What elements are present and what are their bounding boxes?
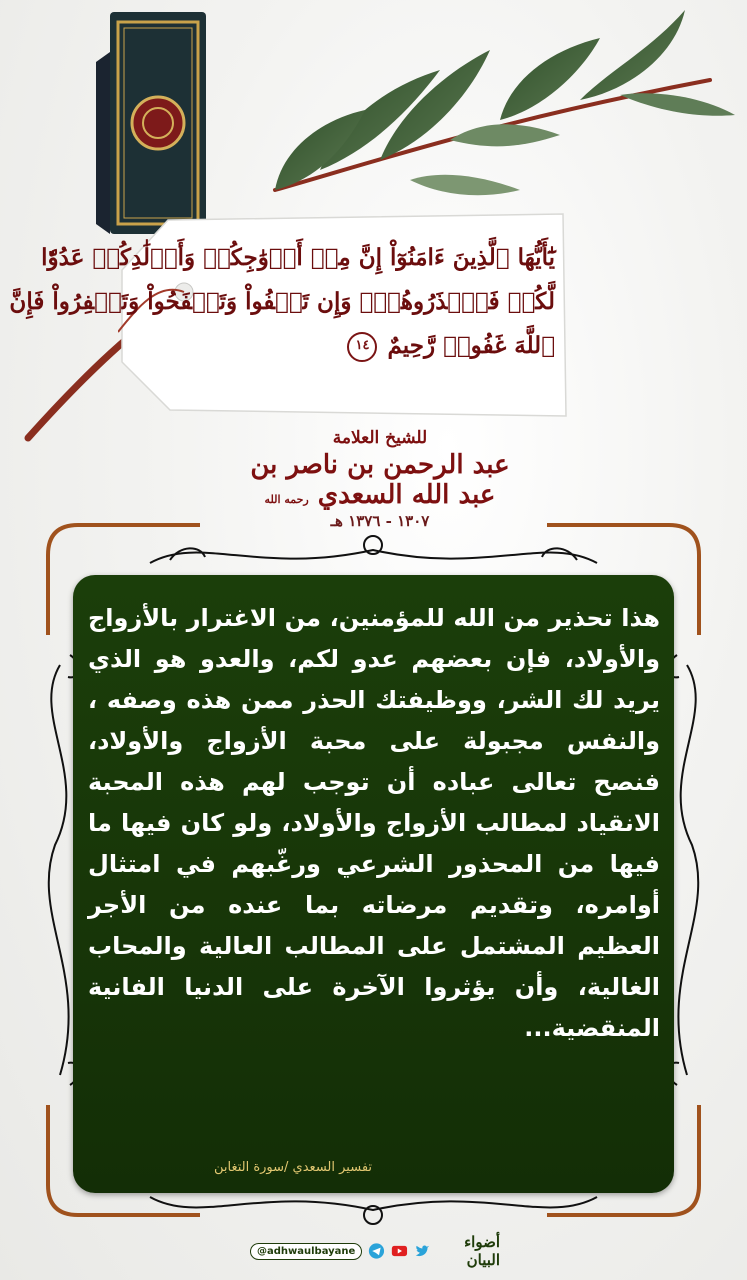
verse-line-2: لَّكُمۡ فَٱحۡذَرُوهُمۡۚ وَإِن تَعۡفُواْ وَتَصۡفَحُواْ وَتَغۡفِرُواْ فَإِنَّ (9, 288, 555, 315)
sheikh-name (230, 450, 530, 510)
ayah-number-badge: ١٤ (347, 332, 377, 362)
sheikh-title: للشيخ العلامة (332, 428, 428, 448)
verse-line-3-text: ٱللَّهَ غَفُورٞ رَّحِيمٌ (387, 332, 555, 359)
quran-book-icon (88, 12, 208, 234)
telegram-icon[interactable] (368, 1241, 385, 1261)
sheikh-dates: ١٣٠٧ - ١٣٧٦ هـ (330, 512, 430, 530)
verse-line-1: يَٰٓأَيُّهَا ٱلَّذِينَ ءَامَنُوٓاْ إِنَّ مِنۡ أَزۡوَٰجِكُمۡ وَأَوۡلَٰدِكُمۡ عَدُوّٗا (41, 244, 555, 271)
social-footer (250, 1233, 500, 1269)
tafsir-text: هذا تحذير من الله للمؤمنين، من الاغترار بالأزواج والأولاد، فإن بعضهم عدو لكم، والعدو هو الذي يريد لك الشر، ووظيفتك الحذر ممن هذه وصفه ، والنفس مجبولة على محبة الأزواج والأولاد، فنصح تعالى عباده أن توجب لهم هذه المحبة الانقياد لمطالب الأزواج والأولاد، ولو كان فيها ما فيها من المحذور الشرعي ورغّبهم في امتثال أوامره، وتقديم مرضاته بما عنده من الأجر العظيم المشتمل على المطالب العالية والمحاب الغالية، وأن يؤثروا الآخرة على الدنيا الفانية المنقضية... (88, 604, 660, 1042)
source-citation: تفسير السعدي /سورة التغابن (213, 1160, 373, 1175)
sheikh-name-text: عبد الرحمن بن ناصر بن عبد الله السعدي (250, 450, 510, 510)
quran-verse (9, 236, 555, 368)
twitter-icon[interactable] (414, 1241, 431, 1261)
social-handle[interactable]: @adhwaulbayane (250, 1243, 362, 1260)
verse-line-3 (150, 324, 555, 368)
brand-logo-text: أضواء البيان (464, 1233, 500, 1269)
sheikh-honorific: رحمه الله (264, 493, 309, 506)
youtube-icon[interactable] (391, 1241, 408, 1261)
